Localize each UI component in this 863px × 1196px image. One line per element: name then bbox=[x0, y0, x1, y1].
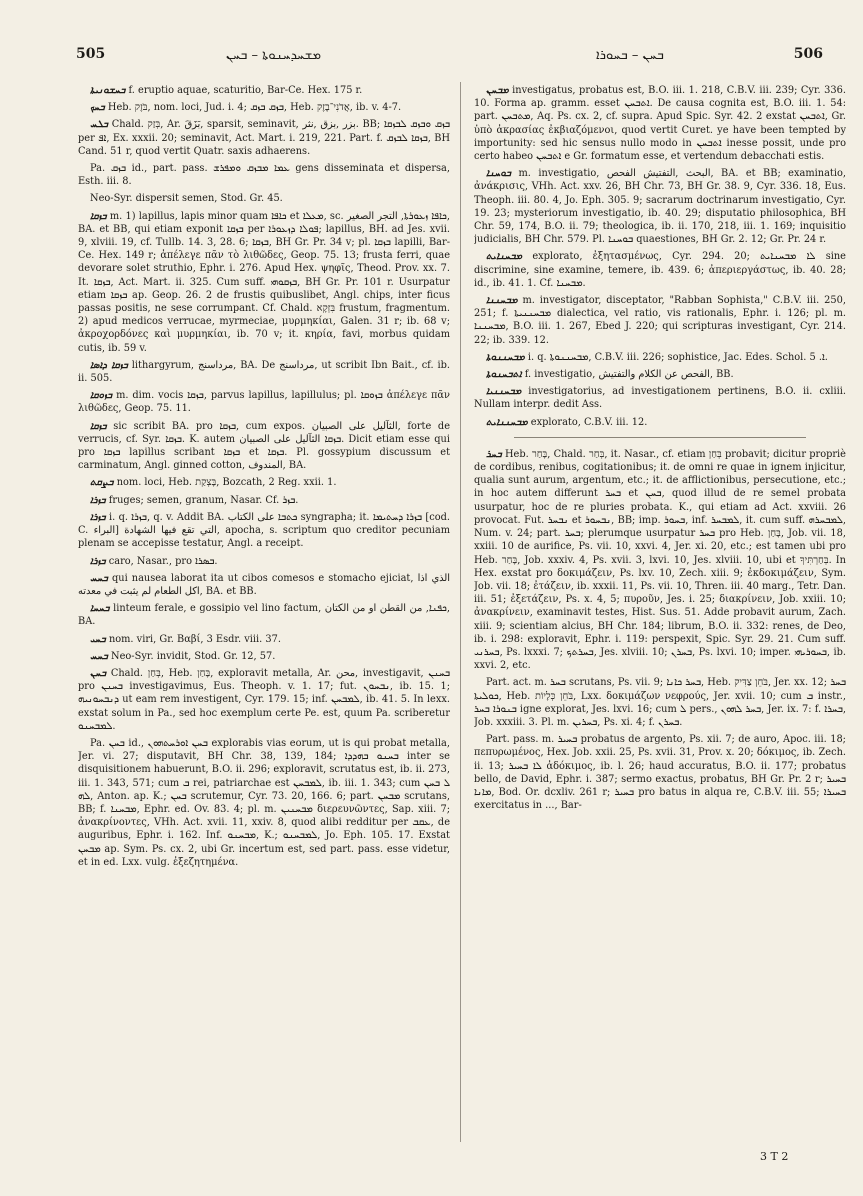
page-number-left: 505 bbox=[76, 46, 106, 62]
entry-text: fruges; semen, granum, Nasar. Cf. ܒܙܪ. bbox=[108, 494, 299, 506]
signature-mark: 3 T 2 bbox=[760, 1150, 789, 1163]
entry-lemma: ܒܙܩܐ bbox=[90, 420, 107, 432]
entry-text: m. 1) lapillus, lapis minor quam ܟܐܦܐ et ܡܥܠܐ, sc. ܟܐܦܐ ܙܥܘܪܬܐ, التجر الصغير, BA. et BB, qui etiam exponit ܒܙܩܐ per ܦܘܠܐ ܕܙܥܘܪܐ; lapillus, BH. ad Jes. xvii. 9, xlviii. 19, cf. Tullb. 14. 3, 28. 6; ܒܙܩܐ, BH Gr. Pr. 34 v; pl. ܒܙܩܐ lapilli, Bar-Ce. Hex. 149 r; ἀπέλεγε πᾶν τὸ λιθῶδες, Geop. 75. 13; frusta ferri, quae devorare solet struthio, Ephr. i. 276. Apud Hex. ψηφῖς, Theod. Prov. xx. 7. It. ܒܙܩܐ, Act. Mart. ii. 325. Cum suff. ܒܙܩܘܗܝ, BH Gr. Pr. 101 r. Usurpatur etiam ܒܙܩܐ ap. Geop. 26. 2 de frustis quibuslibet, Angl. chips, inter ficus passas positis, ne sese corrumpant. Cf. Chald. בִּזְקָא frustum, fragmentum. 2) apud medicos verrucae, myrmeciae, μυρμηκίαι, Galen. 31 r; ib. 68 v; ἀκροχορδόνες καὶ μυρμηκίαι, ib. 70 v; it. κηρία, favi, morbus quidam cutis, ib. 59 v. bbox=[78, 210, 450, 354]
entry-lemma: ܒܘܚܢܐ bbox=[486, 168, 512, 180]
dictionary-entry bbox=[78, 511, 450, 551]
dictionary-entry bbox=[78, 210, 450, 355]
dictionary-entry bbox=[474, 250, 846, 290]
entry-text: m. investigator, disceptator, "Rabban Sophista," C.B.V. iii. 250, 251; f. ܡܒܚܢܢܝܬܐ dialectica, vel ratio, vis rationalis, Ephr. i. 126; pl. m. ܡܒܚܢܢܐ, B.O. iii. 1. 267, Ebed J. 220; qui scripturas investigant, Cyr. 214. 22; ib. 339. 12. bbox=[474, 295, 846, 346]
entry-text: Neo-Syr. invidit, Stod. Gr. 12, 57. bbox=[111, 650, 276, 662]
dictionary-entry bbox=[78, 118, 450, 158]
dictionary-entry bbox=[78, 359, 450, 385]
entry-text: caro, Nasar., pro ܒܣܪܐ. bbox=[108, 555, 218, 567]
entry-text: sic scribit BA. pro ܒܙܩܐ, cum expos. الثآليل على الصبيان, forte de verrucis, cf. Syr. ܒܙܩܐ. K. autem ܒܙܩܐ الثآليل على الصبيان. Dicit etiam esse qui pro ܒܙܩܐ lapillus scribant ܒܙܩܐ et ܒܙܩܐ. Pl. gossypium discussum et carminatum, Angl. ginned cotton, المندوف, BA. bbox=[78, 420, 450, 472]
entry-lemma: ܡܒܚܢ bbox=[486, 85, 509, 96]
dictionary-entry bbox=[78, 602, 450, 628]
dictionary-entry bbox=[78, 192, 450, 205]
entry-lemma: ܒܚܟ bbox=[90, 102, 105, 114]
entry-text: linteum ferale, e gossipio vel lino factum, ܟܦܢܐ, من القطن او من الكتان, BA. bbox=[78, 603, 450, 628]
entry-text: explorato, C.B.V. iii. 12. bbox=[530, 416, 648, 428]
entry-lemma: ܒܙܩܐ ܕܐܣܐ bbox=[90, 359, 128, 371]
entry-lemma: ܒܚܚܐ bbox=[90, 603, 110, 615]
dictionary-entry bbox=[474, 676, 846, 729]
dictionary-entry bbox=[78, 84, 450, 97]
entry-text: Pa. ܒܙܩ id., part. pass. ܥܡܐ ܡܒܙܩ ܘܡܦܪܫ gens disseminata et dispersa, Esth. iii. 8. bbox=[78, 163, 450, 188]
entry-lemma: ܒܙܩܐ bbox=[90, 210, 107, 222]
entry-text: Chald. בְּזַק, Ar. بَزَقَ, sparsit, seminavit, بزر ,بزق ,نثر. BB; ܒܙܩ ܘܒܙܩ ܠܒܙܩܐ per ܐܦ, Ex. xxxii. 20; seminavit, Act. Mart. i. 219, 221. Part. f. ܒܙܩܐ ܠܒܙܩ, BH Cand. 51 r, quod vertit Quatr. saxis adhaerens. bbox=[78, 119, 450, 157]
entry-text: Heb. בָּחַר, Chald. בְּחַר, it. Nasar., cf. etiam בְּחַן probavit; dicitur propriè de cordibus, renibus, cogitationibus; it. de omni re quae in ignem injicitur, qualia sunt aurum, argentum, etc.; it. de afflictionibus, persecutione, etc.; in hoc autem differunt ܒܚܪ et ܒܚܢ, quod illud de re semel probata usurpatur, hoc de re pluries probata. K., qui etiam ad Act. xxviii. 26 provocat. Fut. ܢܒܚܪ et ܢܒܚܘܪ, BB; imp. ܒܚܘܪ, inf. ܠܡܒܚܪ, it. cum suff. ܠܡܒܚܪܗ, Num. v. 24; part. ܒܚܪ; plerumque usurpatur ܒܚܪ pro Heb. בָּחַן, Job. vii. 18, xxiii. 10 de aurifice, Ps. vii. 10, xxvi. 4, Jer. xi. 20, etc.; est tamen ubi pro Heb. בָּחַר, Job. xxxiv. 4, Ps. xvii. 3, lxvi. 10, Jes. xlviii. 10, ubi et בְּחַרְתִּיךָ. In Hex. exstat pro δοκιμάζειν, Ps. lxv. 10, Zech. xiii. 9; ἐκδοκιμάζειν, Sym. Job. vii. 18; ἐτάζειν, ib. xxxii. 11, Ps. vii. 10, Thren. iii. 40 marg., Tetr. Dan. iii. 51; ἐξετάζειν, Ps. x. 4, 5; πυροῦν, Jes. i. 25; διακρίνειν, Job. xxiii. 10; ἀνακρίνειν, examinavit testes, Hist. Sus. 51. Adde probavit aurum, Zach. xiii. 9; scientiam alcius, BH Chr. 184; librum, B.O. ii. 332: renes, de Deo, ib. i. 298: exploravit, Ephr. i. 119: perspexit, Spic. Syr. 29. 21. Cum suff. ܒܚܪܢܝ, Ps. lxxxi. 7; ܒܚܪܬܟ, Jes. xlviii. 10; ܒܚܪܢ, Ps. lxvi. 10; imper. ܒܚܘܪܝܗܝ, ib. xxvi. 2, etc. bbox=[474, 448, 846, 672]
dictionary-entry bbox=[78, 555, 450, 568]
dictionary-entry bbox=[474, 733, 846, 812]
entry-text: i. q. ܒܙܪܐ, q. v. Addit BA. ܟܬܒܐ على الكتاب syngrapha; it. ܒܙܪܐ ܕܚܬܝܡܐ [cod. C. البراء] التي تقع فيها الشهادة, apocha, s. scriptum quo creditor pecuniam plenam se accepisse testatur, Angl. a receipt. bbox=[78, 511, 450, 550]
section-rule bbox=[514, 437, 806, 438]
dictionary-entry bbox=[78, 476, 450, 489]
entry-lemma: ܒܙܪܐ bbox=[90, 511, 106, 523]
entry-lemma: ܒܚܪ bbox=[486, 448, 502, 460]
dictionary-entry bbox=[78, 737, 450, 869]
entry-lemma: ܡܒܚܢܐܝܬ bbox=[486, 251, 523, 263]
entry-text: m. investigatio, البحث ,التفتيش الفحص, BA. et BB; examinatio, ἀνάκρισις, VHh. Act. xxv. 26, BH Chr. 73, BH Gr. 38. 9, Cyr. 336. 18, Eus. Theoph. iii. 80. 4, Jo. Eph. 305. 9; sacrarum doctrinarum investigatio, Cyr. 19. 23; mysteriorum investigatio, ib. 40. 29; disputatio philosophica, BH Chr. 59, 174, B.O. ii. 79; theologica, ib. ii. 170, 218, iii. 1. 169; inquisitio judicialis, BH Chr. 579. Pl. ܒܘܚܢܐ quaestiones, BH Gr. 2. 12; Gr. Pr. 24 r. bbox=[474, 168, 846, 246]
entry-lemma: ܡܒܚܢܢܐ bbox=[486, 295, 518, 307]
entry-lemma: ܒܚܝ bbox=[90, 633, 106, 645]
running-head-left: ܡܫܚܕܚܢܘܬܐ – ܒܚܢ bbox=[226, 48, 322, 63]
entry-lemma: ܒܙܪܐ bbox=[90, 555, 106, 567]
entry-lemma: ܒܚܚ bbox=[90, 650, 108, 662]
entry-text: qui nausea laborat ita ut cibos comesos e stomacho ejiciat, الذي اذا اكل الطعام لم يثبت في معدته, BA. et BB. bbox=[78, 572, 450, 597]
right-column bbox=[474, 84, 846, 1144]
dictionary-entry bbox=[474, 416, 846, 429]
dictionary-entry bbox=[78, 667, 450, 733]
dictionary-entry bbox=[474, 351, 846, 364]
dictionary-entry bbox=[78, 572, 450, 598]
dictionary-entry bbox=[78, 633, 450, 646]
entry-lemma: ܡܒܚܢܢܐܝܬ bbox=[486, 416, 528, 428]
entry-text: m. dim. vocis ܒܙܩܐ, parvus lapillus, lapillulus; pl. ܒܙܘܩܐ ἀπέλεγε πᾶν λιθῶδες, Geop. 75. 11. bbox=[78, 390, 450, 415]
entry-text: investigatorius, ad investigationem pertinens, B.O. ii. cxliii. Nullam interpr. dedit Ass. bbox=[474, 386, 846, 411]
page-number-right: 506 bbox=[793, 46, 823, 62]
entry-text: investigatus, probatus est, B.O. iii. 1. 218, C.B.V. iii. 239; Cyr. 336. 10. Forma ap. gramm. esset ܐܬܒܚܢ. De causa cognita est, B.O. iii. 1. 54: part. ܡܬܒܚܢ, Aq. Ps. cx. 2, cf. supra. Apud Spic. Syr. 42. 2 exstat ܐܬܒܚܢ, Gr. ὑπὸ ἀκρασίας ἐκβιαζόμενοι, quod vertit Curet. ye have been tempted by importunity: sed hic sensus nullo modo in ܐܬܒܚܢ inesse possit, unde pro certo habeo ܐܬܒܚܢ e Gr. formatum esse, et vertendum debacchati estis. bbox=[474, 85, 846, 163]
dictionary-entry bbox=[474, 294, 846, 347]
entry-text: lithargyrum, مرداسنج, BA. De مرداسنج, ut scribit Ibn Bait., cf. ib. ii. 505. bbox=[78, 359, 450, 385]
entry-lemma: ܒܚܢ bbox=[90, 667, 107, 679]
entry-lemma: ܒܠܚ bbox=[90, 119, 109, 131]
entry-text: Part. act. m. ܒܚܪ scrutans, Ps. vii. 9; ܒܚܪ ܟܐܢܐ, Heb. בֹּחֵן צַדִּיק, Jer. xx. 12; ܒܚܪ ܟܘܠܝܬܐ, Heb. בֹּחֵן כְּלָיוֹת, Lxx. δοκιμάζων νεφρούς, Jer. xvii. 10; cum ܒ instr., ܒܢܘܪܐ ܒܚܪ igne explorat, Jes. lxvi. 16; cum ܠ pers., ܒܚܪ ܠܗܘܢ, Jer. ix. 7: f. ܒܚܪܐ, Job. xxxiii. 3. Pl. m. ܒܚܪܝܢ, Ps. xi. 4; f. ܒܚܪܢ. bbox=[474, 677, 846, 728]
dictionary-entry bbox=[474, 448, 846, 672]
entry-lemma: ܒܙܪܐ bbox=[90, 494, 106, 506]
entry-text: nom. loci, Heb. בָּצְקַת, Bozcath, 2 Reg. xxii. 1. bbox=[116, 477, 337, 489]
dictionary-entry bbox=[474, 167, 846, 246]
entry-lemma: ܒܚܫܘܢܝܬܐ bbox=[90, 85, 126, 96]
entry-text: nom. viri, Gr. Βαβί, 3 Esdr. viii. 37. bbox=[108, 633, 281, 645]
dictionary-entry bbox=[474, 385, 846, 411]
entry-lemma: ܡܒܚܢܢܘܬܐ bbox=[486, 351, 525, 363]
dictionary-entry bbox=[78, 650, 450, 663]
entry-lemma: ܒܙܘܩܐ bbox=[90, 390, 113, 402]
dictionary-entry bbox=[78, 162, 450, 188]
running-head-right: ܒܚܢ – ܒܚܘܪܐ bbox=[596, 48, 664, 63]
entry-text: explorato, ἐξητασμένως, Cyr. 294. 20; ܠܐ ܡܒܚܢܐܝܬ sine discrimine, sine examine, temere, ib. 439. 6; ἀπεριεργάστως, ib. 40. 28; id., ib. 41. 1. Cf. ܡܒܚܢܐ. bbox=[474, 251, 846, 289]
entry-text: Neo-Syr. dispersit semen, Stod. Gr. 45. bbox=[90, 193, 283, 205]
entry-lemma: ܐܬܒܚܢܘܬܐ bbox=[486, 369, 522, 381]
entry-text: i. q. ܡܒܚܢܢܘܬܐ, C.B.V. iii. 226; sophistice, Jac. Edes. Schol. ܐ. 5. bbox=[527, 351, 828, 363]
left-column bbox=[78, 84, 450, 1144]
entry-lemma: ܒܚܚ bbox=[90, 572, 108, 584]
dictionary-entry bbox=[78, 389, 450, 415]
entry-lemma: ܒܨܩܬ bbox=[90, 477, 114, 489]
entry-text: Heb. בֹּזֶק, nom. loci, Jud. i. 4; ܒܙܩ ܒܙܩ, Heb. אֲדֹנִי־בֶזֶק, ib. v. 4-7. bbox=[107, 102, 402, 114]
entry-text: Pa. ܒܚܢ id., ܒܚܢ ܐܘܪܚܬܗܘܢ explorabis vias eorum, ut is qui probat metalla, Jer. vi. 27; disputavit, BH Chr. 38, 139, 184; ܒܚܢܘ ܒܗܕܕܐ inter se disquisitionem habuerunt, B.O. ii. 296; exploravit, scrutatus est, ib. ii. 273, iii. 1. 343, 571; cum ܒ rei, patriarchae est ܠܡܒܚܢ, ib. iii. 1. 343; cum ܠ ܒܚܢ ܠܗ, Anton. ap. K.; ܒܚܢ scrutemur, Cyr. 73. 20, 166. 6; part. ܡܒܚܢ scrutans, BB; f. ܡܒܚܢܐ, Ephr. ed. Ov. 83. 4; pl. m. ܡܒܚܢܝܢ διερευνῶντες, Sap. xiii. 7; ἀνακρίνοντες, VHh. Act. xvii. 11, xxiv. 8, quod alibi redditur per ܥܩܒ, de auguribus, Ephr. i. 162. Inf. ܡܒܚܢܘ, K.; ܠܡܒܚܢܘ, Jo. Eph. 105. 17. Exstat ܡܒܚܢ ap. Sym. Ps. cx. 2, ubi Gr. incertum est, sed part. pass. esse videtur, et in ed. Lxx. vulg. ἐξεζητημένα. bbox=[78, 737, 450, 868]
entry-text: Part. pass. m. ܒܚܝܪ probatus de argento, Ps. xii. 7; de auro, Apoc. iii. 18; πεπυρωμένος, Hex. Job. xxii. 25, Ps. xvii. 31, Prov. x. 20; δόκιμος, ib. Zech. ii. 13; ܠܐ ܒܚܝܪ ἀδόκιμος, ib. l. 26; haud accuratus, B.O. ii. 177; probatus bello, de David, Ephr. i. 387; sermo exactus, probatus, BH Gr. Pr. 2 r; ܒܚܝܪ ܡܐܢܐ, Bod. Or. dcxliv. 261 r; ܒܚܝܪ pro batus in alqua re, C.B.V. iii. 55; ܒܚܝܪܐ exercitatus in ..., Bar- bbox=[474, 734, 846, 812]
dictionary-entry bbox=[78, 494, 450, 507]
entry-text: Chald. בְּחַן, Heb. בָּחַן, exploravit metalla, Ar. محن, investigavit, ܒܚܢܢ pro ܒܚܢܢ investigavimus, Eus. Theoph. v. 1. 17; fut. ܢܒܚܘܢ, ib. 15. 1; ܕܢܒܚܘܢܝܗ ut eam rem investigent, Cyr. 179. 15; inf. ܠܡܒܚܢ, ib. 41. 5. In lexx. exstat solum in Pa., sed hoc exemplum certe Pe. est, quum Pa. scriberetur ܠܡܒܚܢܘ. bbox=[78, 667, 450, 732]
entry-text: f. investigatio, الفحص عن الكلام والتفتيش, BB. bbox=[524, 369, 734, 381]
entry-text: f. eruptio aquae, scaturitio, Bar-Ce. Hex. 175 r. bbox=[128, 85, 363, 96]
dictionary-entry bbox=[474, 368, 846, 381]
dictionary-entry bbox=[474, 84, 846, 163]
entry-lemma: ܡܒܚܢܢܝܐ bbox=[486, 386, 522, 398]
dictionary-entry bbox=[78, 101, 450, 114]
column-divider bbox=[460, 82, 461, 1142]
dictionary-entry bbox=[78, 420, 450, 473]
page-header bbox=[76, 46, 823, 74]
